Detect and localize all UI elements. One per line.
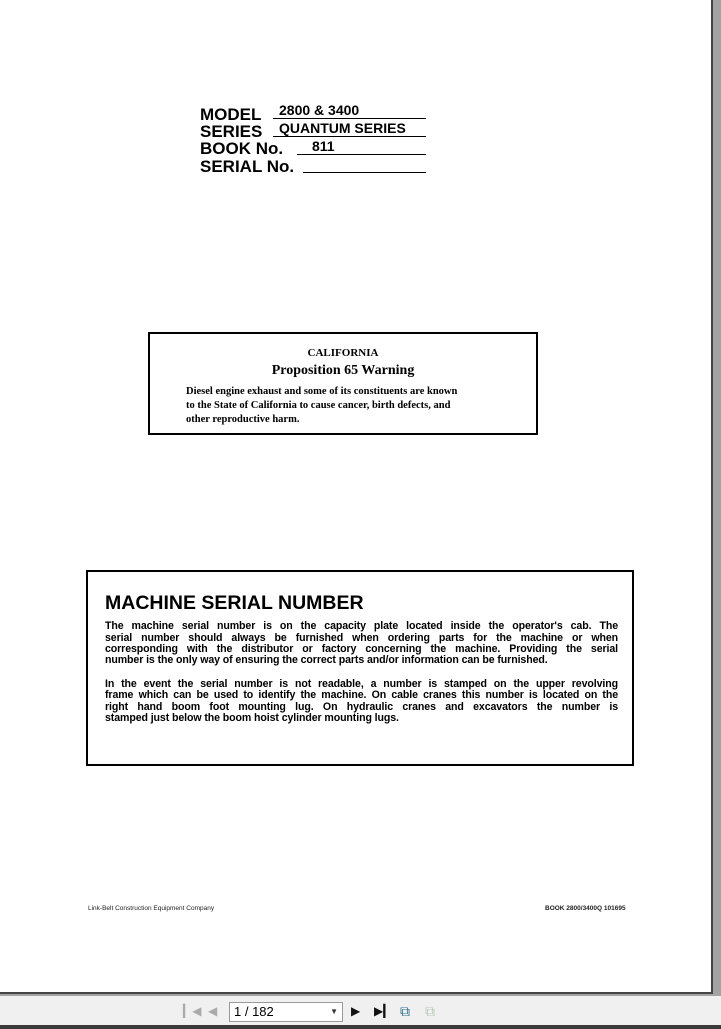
paragraph-line: corresponding with the distributor or factory concerning the machine. Providing the serial	[105, 643, 618, 655]
prop65-line: Diesel engine exhaust and some of its constituents are known	[186, 386, 458, 397]
pdf-toolbar	[0, 996, 721, 1025]
model-label: MODEL	[200, 105, 262, 124]
prop65-line: other reproductive harm.	[186, 414, 300, 425]
prop65-warning-box	[148, 332, 538, 435]
book-value: 811	[297, 139, 426, 155]
prop65-title: Proposition 65 Warning	[271, 363, 415, 378]
next-page-icon[interactable]: ▶	[351, 1004, 361, 1018]
footer-company: Link-Belt Construction Equipment Company	[88, 905, 215, 912]
first-page-icon[interactable]: ▎◀	[183, 1004, 202, 1018]
machine-serial-number-box	[86, 570, 634, 766]
chevron-down-icon[interactable]: ▼	[330, 1007, 338, 1016]
serial-box-title: MACHINE SERIAL NUMBER	[105, 592, 364, 614]
paragraph-line: The machine serial number is on the capacity plate located inside the operator's cab. The	[105, 620, 618, 632]
paragraph-line: number is the only way of ensuring the correct parts and/or information can be furnished.	[105, 654, 548, 666]
paragraph-line: right hand boom foot mounting lug. On hydraulic cranes and excavators the number is	[105, 701, 618, 713]
paragraph-line: frame which can be used to identify the machine. On cable cranes this number is located on the	[105, 689, 618, 701]
page-number-value: 1 / 182	[234, 1004, 274, 1019]
prop65-line: to the State of California to cause cancer, birth defects, and	[186, 400, 451, 411]
book-label: BOOK No.	[200, 139, 284, 158]
last-page-icon[interactable]: ▶▎	[374, 1004, 393, 1018]
model-value: 2800 & 3400	[273, 103, 426, 119]
page-number-select[interactable]	[229, 1002, 343, 1022]
paragraph-line: stamped just below the boom hoist cylinder mounting lugs.	[105, 712, 399, 724]
paragraph-line: In the event the serial number is not readable, a number is stamped on the upper revolving	[105, 678, 618, 690]
serial-value	[303, 157, 426, 173]
prop65-state: CALIFORNIA	[307, 347, 379, 359]
previous-page-icon[interactable]: ◀	[208, 1004, 218, 1018]
bottom-strip	[0, 1025, 721, 1029]
serial-label: SERIAL No.	[200, 157, 295, 176]
previous-view-icon[interactable]: ⧉	[400, 1002, 410, 1019]
footer-book-code: BOOK 2800/3400Q 101695	[545, 905, 626, 912]
next-view-icon[interactable]: ⧉	[425, 1002, 435, 1019]
series-label: SERIES	[200, 122, 263, 141]
series-value: QUANTUM SERIES	[273, 121, 426, 137]
paragraph-line: serial number should always be furnished when ordering parts for the machine or when	[105, 632, 618, 644]
